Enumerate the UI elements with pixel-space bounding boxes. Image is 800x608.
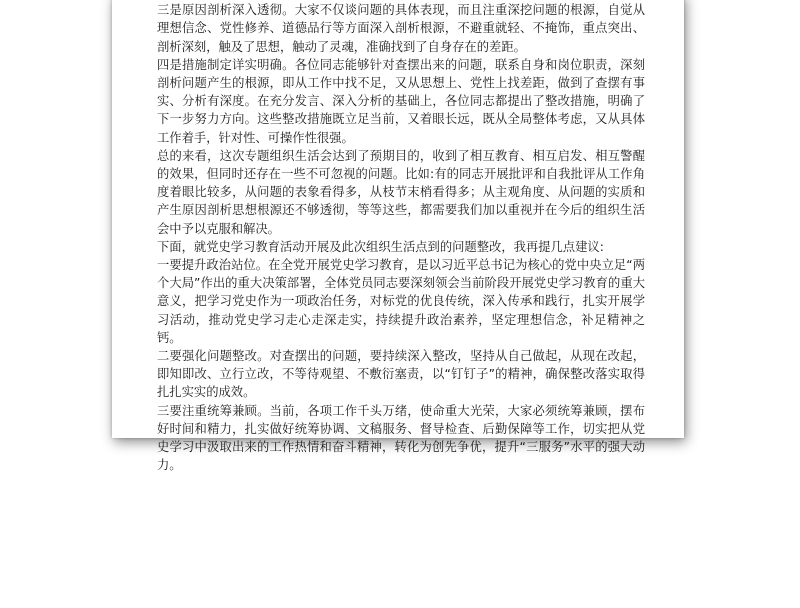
paragraph-suggestion-political: 一要提升政治站位。在全党开展党史学习教育，是以习近平总书记为核心的党中央立足“两个大局”作出的重大决策部署，全体党员同志要深刻领会当前阶段开展党史学习教育的重大意义，把学习党史作为一项政治任务，对标党的优良传统，深入传承和践行，扎实开展学习活动，推动党史学习走心走深走实，持续提升政治素养，坚定理想信念，补足精神之钙。 [157,258,645,345]
paragraph-suggestion-rectification: 二要强化问题整改。对查摆出的问题，要持续深入整改，坚持从自己做起，从现在改起，即知即改、立行立改，不等待观望、不敷衍塞责，以“钉钉子”的精神，确保整改落实取得扎扎实实的成效。 [157,349,645,400]
document-body [157,0,645,474]
paragraph-cause-analysis: 三是原因剖析深入透彻。大家不仅谈问题的具体表现，而且注重深挖问题的根源，自觉从理想信念、党性修养、道德品行等方面深入剖析根源，不避重就轻、不掩饰，重点突出、剖析深刻，触及了思想，触动了灵魂，准确找到了自身存在的差距。 [157,3,645,54]
paragraph-suggestions-intro: 下面，就党史学习教育活动开展及此次组织生活点到的问题整改，我再提几点建议: [157,239,604,254]
paragraph-suggestion-coordination: 三要注重统筹兼顾。当前，各项工作千头万绪，使命重大光荣，大家必须统筹兼顾，摆布好时间和精力，扎实做好统筹协调、文稿服务、督导检查、后勤保障等工作，切实把从党史学习中汲取出来的工作热情和奋斗精神，转化为创先争优，提升“三服务”水平的强大动力。 [157,403,645,473]
document-page [112,0,684,473]
paragraph-measures: 四是措施制定详实明确。各位同志能够针对查摆出来的问题，联系自身和岗位职责，深刻剖析问题产生的根源，即从工作中找不足，又从思想上、党性上找差距，做到了查摆有事实、分析有深度。在充分发言、深入分析的基础上，各位同志都提出了整改措施，明确了下一步努力方向。这些整改措施既立足当前，又着眼长远，既从全局整体考虑，又从具体工作着手，针对性、可操作性很强。 [157,57,645,145]
paragraph-summary: 总的来看，这次专题组织生活会达到了预期目的，收到了相互教育、相互启发、相互警醒的效果，但同时还存在一些不可忽视的问题。比如:有的同志开展批评和自我批评从工作角度着眼比较多，从问题的表象看得多，从枝节末梢看得多；从主观角度、从问题的实质和产生原因剖析思想根源还不够透彻，等等这些，都需要我们加以重视并在今后的组织生活会中予以克服和解决。 [157,148,645,236]
